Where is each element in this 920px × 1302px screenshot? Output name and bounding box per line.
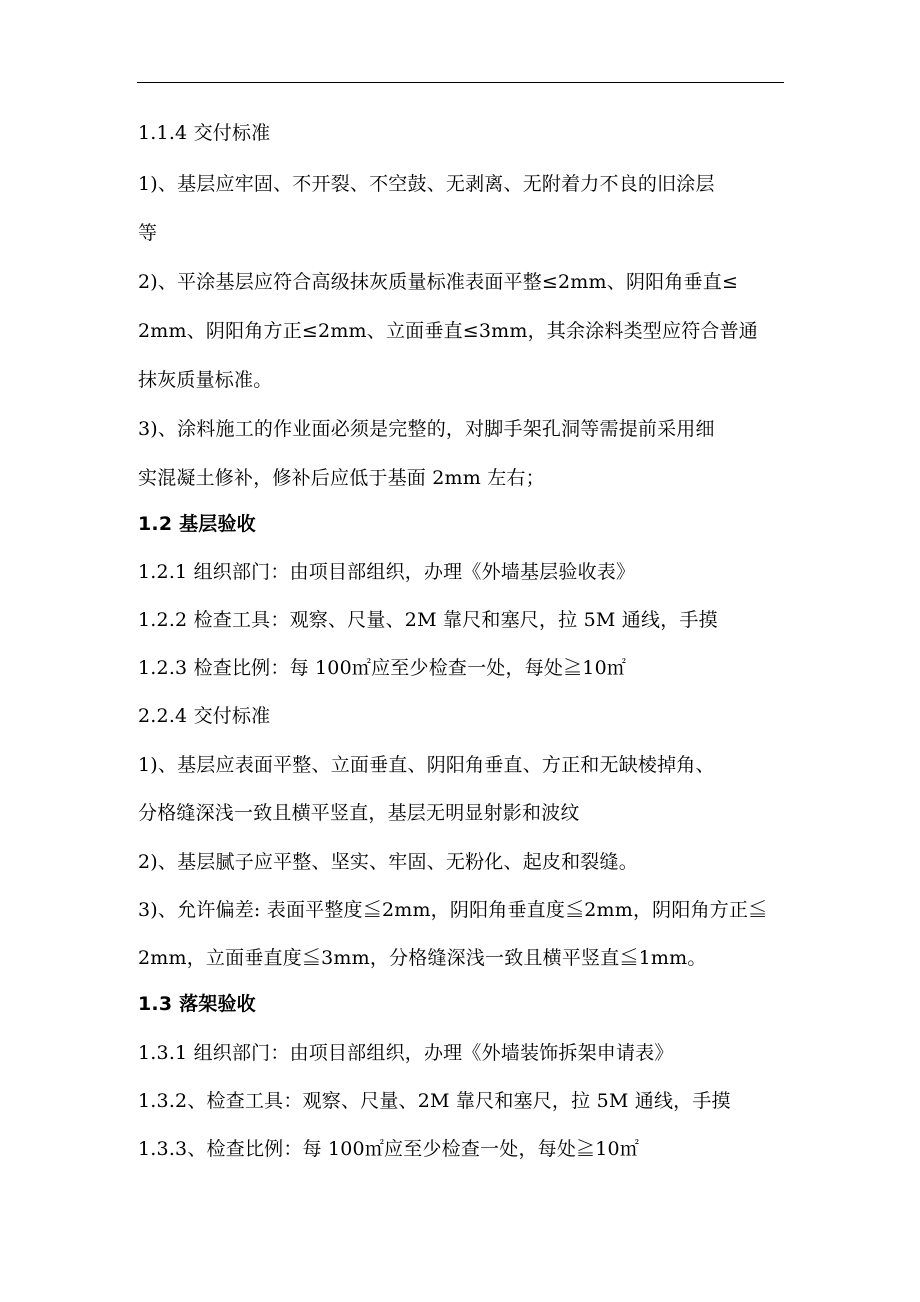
paragraph-line: 3)、涂料施工的作业面必须是完整的，对脚手架孔洞等需提前采用细 xyxy=(138,418,715,440)
paragraph-line: 1.3.2、检查工具：观察、尺量、2M 靠尺和塞尺，拉 5M 通线，手摸 xyxy=(138,1090,731,1112)
paragraph-line: 1.2.2 检查工具：观察、尺量、2M 靠尺和塞尺，拉 5M 通线，手摸 xyxy=(138,609,718,631)
paragraph-line: 抹灰质量标准。 xyxy=(138,369,273,391)
paragraph-line: 1.3.3、检查比例：每 100㎡应至少检查一处，每处≧10㎡ xyxy=(138,1138,640,1160)
paragraph-line: 2)、平涂基层应符合高级抹灰质量标准表面平整≤2mm、阴阳角垂直≤ xyxy=(138,271,739,293)
subheading-2-2-4: 2.2.4 交付标准 xyxy=(138,705,271,727)
subheading-1-1-4: 1.1.4 交付标准 xyxy=(138,122,271,144)
paragraph-line: 2mm，立面垂直度≦3mm，分格缝深浅一致且横平竖直≦1mm。 xyxy=(138,947,707,969)
paragraph-line: 等 xyxy=(138,222,158,244)
paragraph-line: 1.3.1 组织部门：由项目部组织，办理《外墙装饰拆架申请表》 xyxy=(138,1042,674,1064)
paragraph-line: 3)、允许偏差: 表面平整度≦2mm，阴阳角垂直度≦2mm，阴阳角方正≦ xyxy=(138,899,768,921)
header-rule xyxy=(137,82,784,83)
paragraph-line: 1.2.3 检查比例：每 100㎡应至少检查一处，每处≧10㎡ xyxy=(138,657,627,679)
paragraph-line: 分格缝深浅一致且横平竖直，基层无明显射影和波纹 xyxy=(138,802,580,824)
paragraph-line: 实混凝土修补，修补后应低于基面 2mm 左右； xyxy=(138,467,545,489)
section-heading-1-2: 1.2 基层验收 xyxy=(138,513,256,535)
paragraph-line: 1)、基层应表面平整、立面垂直、阴阳角垂直、方正和无缺棱掉角、 xyxy=(138,754,715,776)
paragraph-line: 1.2.1 组织部门：由项目部组织，办理《外墙基层验收表》 xyxy=(138,561,636,583)
paragraph-line: 2mm、阴阳角方正≤2mm、立面垂直≤3mm，其余涂料类型应符合普通 xyxy=(138,320,759,342)
section-heading-1-3: 1.3 落架验收 xyxy=(138,993,256,1015)
paragraph-line: 1)、基层应牢固、不开裂、不空鼓、无剥离、无附着力不良的旧涂层 xyxy=(138,173,715,195)
paragraph-line: 2)、基层腻子应平整、坚实、牢固、无粉化、起皮和裂缝。 xyxy=(138,851,638,873)
